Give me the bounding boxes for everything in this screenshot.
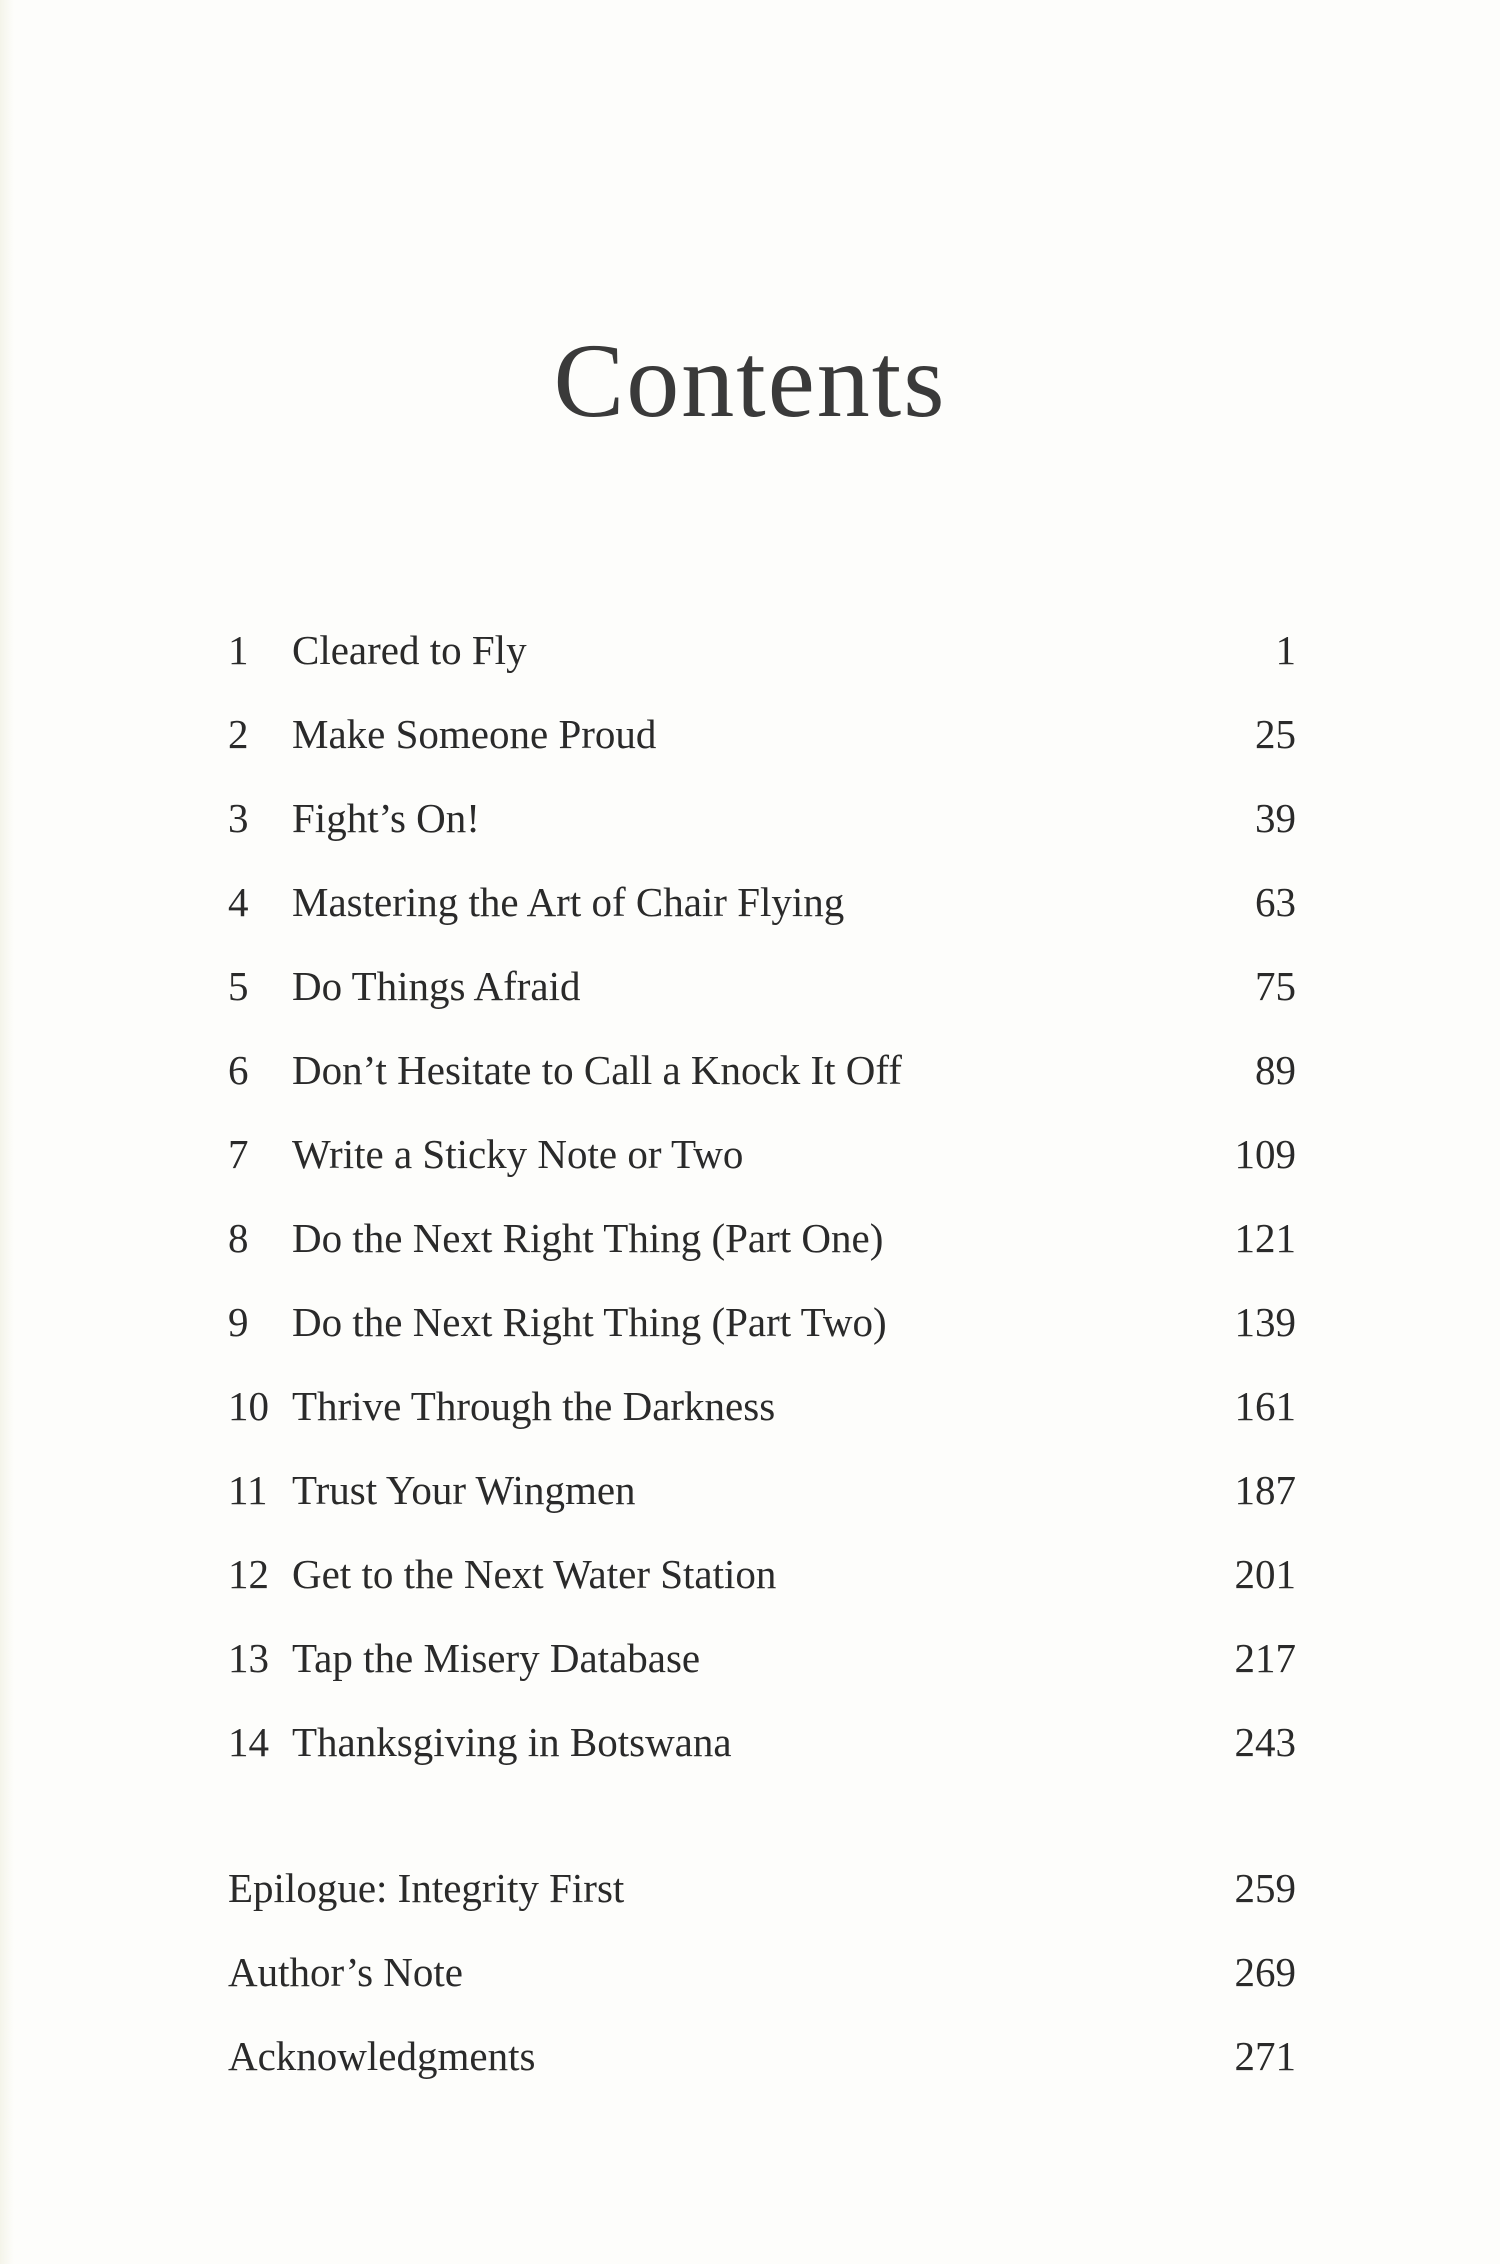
chapter-title: Get to the Next Water Station — [292, 1551, 777, 1597]
toc-entry-acknowledgments — [228, 2026, 1296, 2086]
toc-entry-chapter-7 — [228, 1124, 1296, 1184]
chapter-number: 11 — [228, 1467, 268, 1513]
chapter-number: 10 — [228, 1383, 269, 1429]
toc-entry-chapter-3 — [228, 788, 1296, 848]
toc-entry-epilogue — [228, 1858, 1296, 1918]
chapter-page-number: 201 — [1234, 1551, 1296, 1597]
chapter-title: Mastering the Art of Chair Flying — [292, 879, 845, 925]
chapter-title: Write a Sticky Note or Two — [292, 1131, 744, 1177]
chapter-number: 6 — [228, 1047, 249, 1093]
chapter-number: 8 — [228, 1215, 249, 1261]
toc-entry-chapter-2 — [228, 704, 1296, 764]
toc-entry-chapter-14 — [228, 1712, 1296, 1772]
back-matter-title: Acknowledgments — [228, 2033, 536, 2079]
toc-entry-chapter-10 — [228, 1376, 1296, 1436]
chapter-title: Fight’s On! — [292, 795, 480, 841]
chapter-number: 13 — [228, 1635, 269, 1681]
chapter-page-number: 1 — [1275, 627, 1296, 673]
chapter-page-number: 217 — [1234, 1635, 1296, 1681]
chapter-title: Do the Next Right Thing (Part One) — [292, 1215, 884, 1261]
back-matter-title: Epilogue: Integrity First — [228, 1865, 625, 1911]
toc-entry-chapter-8 — [228, 1208, 1296, 1268]
chapter-page-number: 243 — [1234, 1719, 1296, 1765]
chapter-number: 1 — [228, 627, 249, 673]
chapter-title: Thrive Through the Darkness — [292, 1383, 776, 1429]
chapter-page-number: 109 — [1234, 1131, 1296, 1177]
toc-entry-chapter-11 — [228, 1460, 1296, 1520]
chapter-number: 12 — [228, 1551, 269, 1597]
chapter-title: Make Someone Proud — [292, 711, 657, 757]
chapter-title: Do the Next Right Thing (Part Two) — [292, 1299, 887, 1345]
toc-entry-chapter-13 — [228, 1628, 1296, 1688]
chapter-number: 7 — [228, 1131, 249, 1177]
back-matter-page-number: 259 — [1234, 1865, 1296, 1911]
chapter-page-number: 187 — [1234, 1467, 1296, 1513]
chapter-number: 4 — [228, 879, 249, 925]
chapter-page-number: 121 — [1234, 1215, 1296, 1261]
chapter-page-number: 63 — [1255, 879, 1296, 925]
page-title: Contents — [553, 322, 947, 440]
toc-entry-authors-note — [228, 1942, 1296, 2002]
back-matter-page-number: 269 — [1234, 1949, 1296, 1995]
chapter-page-number: 161 — [1234, 1383, 1296, 1429]
chapter-number: 14 — [228, 1719, 269, 1765]
chapter-number: 9 — [228, 1299, 249, 1345]
toc-entry-chapter-12 — [228, 1544, 1296, 1604]
chapter-title: Thanksgiving in Botswana — [292, 1719, 732, 1765]
chapter-number: 5 — [228, 963, 249, 1009]
chapter-title: Tap the Misery Database — [292, 1635, 701, 1681]
chapter-number: 2 — [228, 711, 249, 757]
chapter-title: Cleared to Fly — [292, 627, 527, 673]
chapter-title: Trust Your Wingmen — [292, 1467, 636, 1513]
toc-entry-chapter-1 — [228, 620, 1296, 680]
chapter-page-number: 39 — [1255, 795, 1296, 841]
chapter-page-number: 25 — [1255, 711, 1296, 757]
toc-entry-chapter-4 — [228, 872, 1296, 932]
chapter-title: Do Things Afraid — [292, 963, 581, 1009]
chapter-page-number: 89 — [1255, 1047, 1296, 1093]
chapter-page-number: 139 — [1234, 1299, 1296, 1345]
toc-entry-chapter-5 — [228, 956, 1296, 1016]
back-matter-page-number: 271 — [1234, 2033, 1296, 2079]
back-matter-title: Author’s Note — [228, 1949, 463, 1995]
chapter-page-number: 75 — [1255, 963, 1296, 1009]
chapter-title: Don’t Hesitate to Call a Knock It Off — [292, 1047, 902, 1093]
toc-entry-chapter-6 — [228, 1040, 1296, 1100]
chapter-number: 3 — [228, 795, 249, 841]
toc-entry-chapter-9 — [228, 1292, 1296, 1352]
